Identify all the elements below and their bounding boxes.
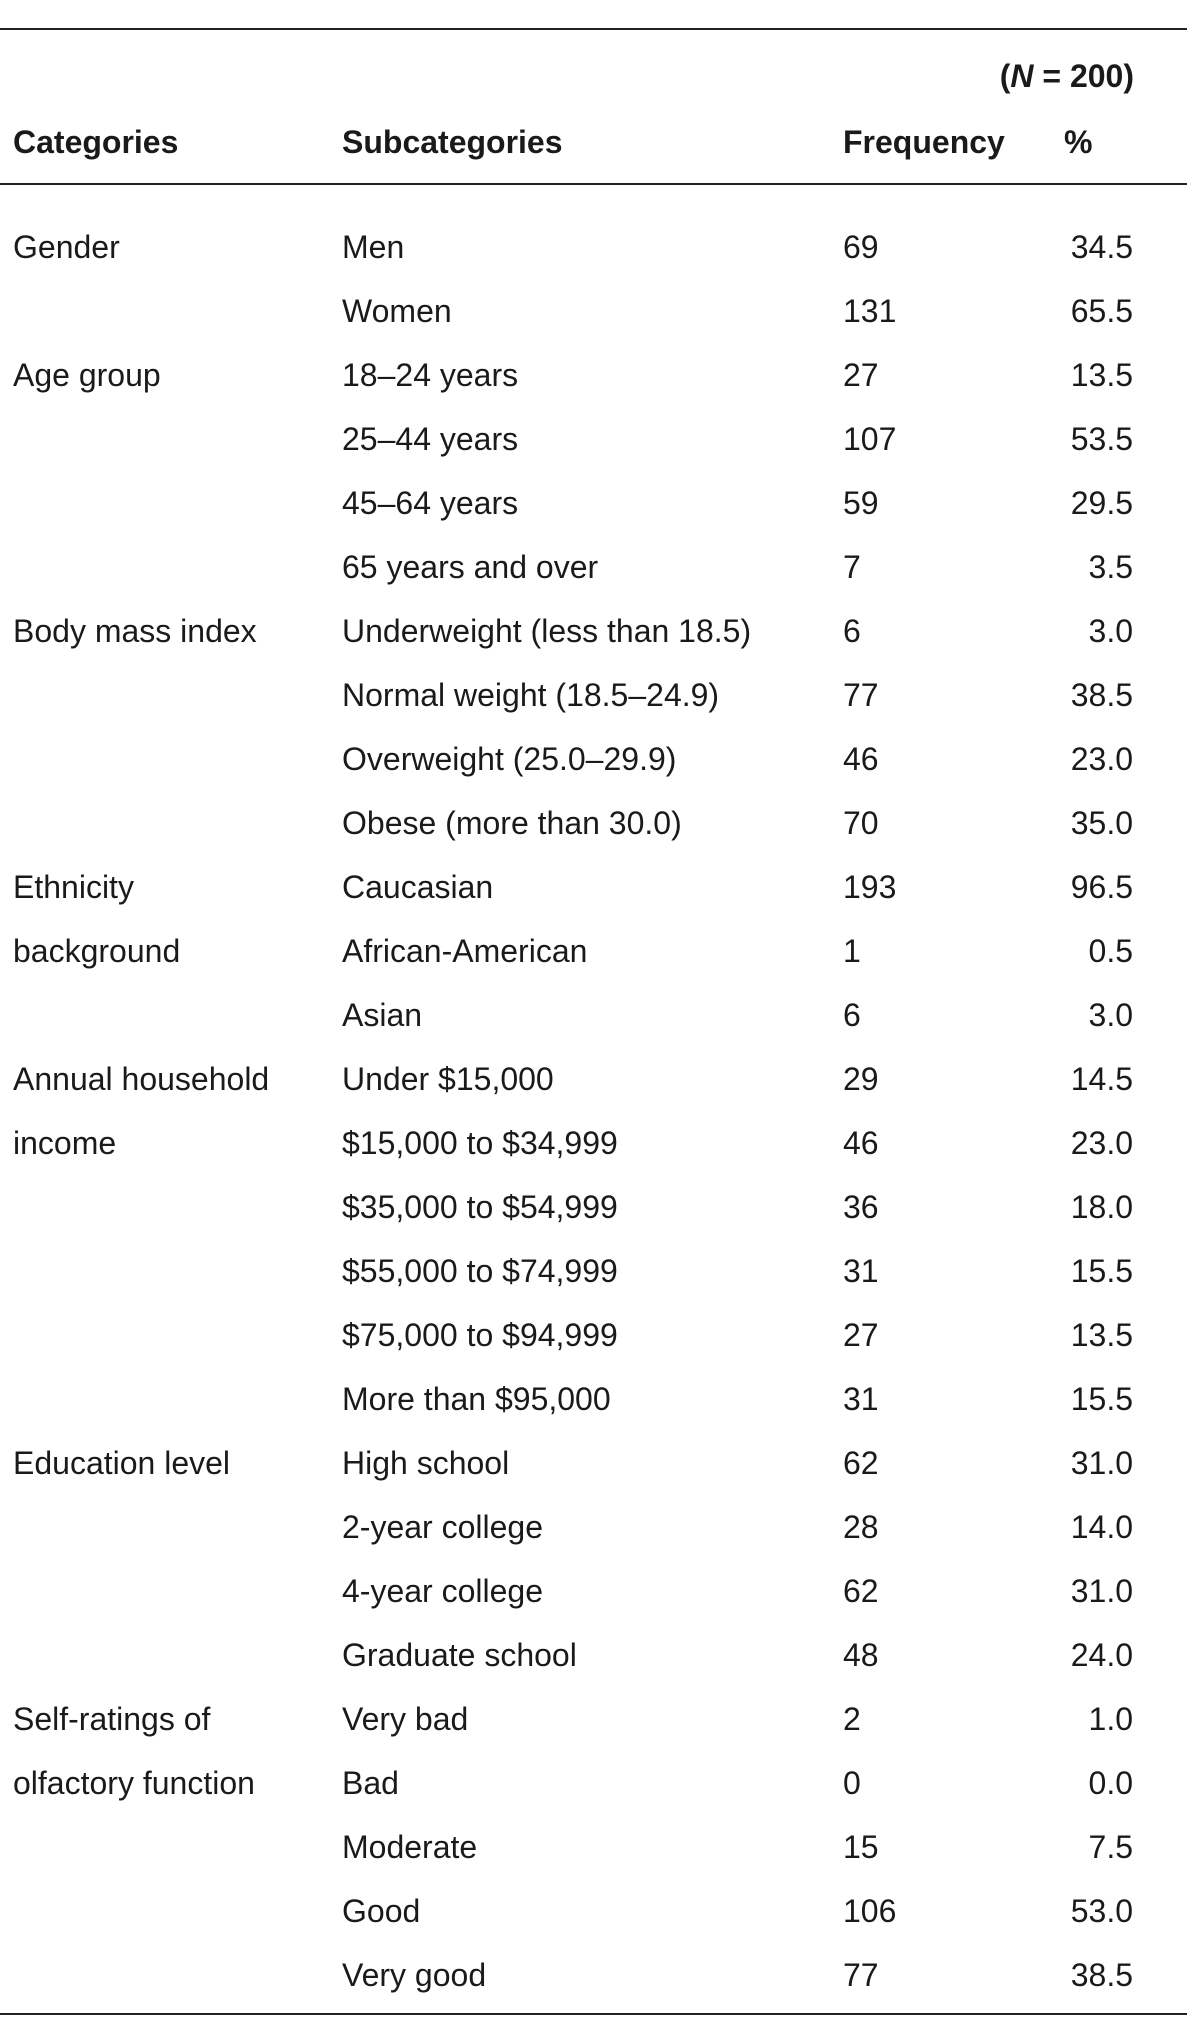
percent-cell: 0.0 [1088,1765,1133,1801]
table-row [0,1047,1187,1111]
bottom-rule [0,2013,1187,2015]
percent-cell: 13.5 [1070,357,1133,393]
frequency-cell: 0 [843,1765,861,1801]
table-row [0,599,1187,663]
frequency-cell: 31 [843,1253,879,1289]
subcategory-cell: More than $95,000 [342,1381,611,1417]
subcategory-cell: 2-year college [342,1509,543,1545]
category-cell: background [13,933,181,969]
sample-size-label: (N = 200) [999,58,1134,94]
table-row [0,1623,1187,1687]
percent-cell: 0.5 [1088,933,1133,969]
percent-cell: 15.5 [1070,1253,1133,1289]
frequency-cell: 106 [843,1893,897,1929]
frequency-cell: 6 [843,997,861,1033]
frequency-cell: 29 [843,1061,879,1097]
frequency-cell: 28 [843,1509,879,1545]
percent-cell: 29.5 [1070,485,1133,521]
table-row [0,727,1187,791]
frequency-cell: 131 [843,293,897,329]
frequency-cell: 31 [843,1381,879,1417]
percent-cell: 35.0 [1070,805,1133,841]
subcategory-cell: 65 years and over [342,549,599,585]
subcategory-cell: Very bad [342,1701,469,1737]
percent-cell: 31.0 [1070,1445,1133,1481]
header-subcategories: Subcategories [342,124,563,160]
table-row [0,1495,1187,1559]
table-header-row [0,116,1187,168]
table-row [0,1431,1187,1495]
frequency-cell: 7 [843,549,861,585]
subcategory-cell: Bad [342,1765,399,1801]
table-row [0,1815,1187,1879]
table-row [0,1303,1187,1367]
subcategory-cell: 4-year college [342,1573,543,1609]
table-body [0,215,1187,2007]
frequency-cell: 36 [843,1189,879,1225]
category-cell: Annual household [13,1061,270,1097]
subcategory-cell: Men [342,229,405,265]
table-row [0,1111,1187,1175]
table-row [0,855,1187,919]
subcategory-cell: Under $15,000 [342,1061,554,1097]
frequency-cell: 48 [843,1637,879,1673]
table-row [0,1879,1187,1943]
header-percent: % [1064,124,1093,160]
subcategory-cell: 25–44 years [342,421,519,457]
subcategory-cell: $35,000 to $54,999 [342,1189,618,1225]
frequency-cell: 27 [843,357,879,393]
percent-cell: 96.5 [1070,869,1133,905]
table-row [0,1751,1187,1815]
frequency-cell: 69 [843,229,879,265]
frequency-cell: 62 [843,1445,879,1481]
percent-cell: 3.5 [1088,549,1133,585]
table-row [0,279,1187,343]
table-row [0,1559,1187,1623]
table-row [0,1175,1187,1239]
percent-cell: 18.0 [1070,1189,1133,1225]
table-row [0,471,1187,535]
table-row [0,535,1187,599]
percent-cell: 14.0 [1070,1509,1133,1545]
header-rule [0,183,1187,185]
subcategory-cell: Very good [342,1957,487,1993]
percent-cell: 53.5 [1070,421,1133,457]
percent-cell: 65.5 [1070,293,1133,329]
top-rule [0,28,1187,30]
subcategory-cell: Good [342,1893,421,1929]
category-cell: Body mass index [13,613,257,649]
subcategory-cell: $15,000 to $34,999 [342,1125,618,1161]
percent-cell: 23.0 [1070,1125,1133,1161]
frequency-cell: 46 [843,741,879,777]
header-categories: Categories [13,124,179,160]
subcategory-cell: African-American [342,933,588,969]
frequency-cell: 6 [843,613,861,649]
table-row [0,407,1187,471]
frequency-cell: 2 [843,1701,861,1737]
header-frequency: Frequency [843,124,1005,160]
percent-cell: 13.5 [1070,1317,1133,1353]
subcategory-cell: Overweight (25.0–29.9) [342,741,677,777]
frequency-cell: 59 [843,485,879,521]
subcategory-cell: High school [342,1445,510,1481]
percent-cell: 23.0 [1070,741,1133,777]
subcategory-cell: $55,000 to $74,999 [342,1253,618,1289]
percent-cell: 14.5 [1070,1061,1133,1097]
subcategory-cell: Normal weight (18.5–24.9) [342,677,720,713]
percent-cell: 3.0 [1088,613,1133,649]
percent-cell: 31.0 [1070,1573,1133,1609]
subcategory-cell: Obese (more than 30.0) [342,805,682,841]
percent-cell: 34.5 [1070,229,1133,265]
frequency-cell: 46 [843,1125,879,1161]
table-row [0,1943,1187,2007]
subcategory-cell: 45–64 years [342,485,519,521]
subcategory-cell: Moderate [342,1829,478,1865]
subcategory-cell: $75,000 to $94,999 [342,1317,618,1353]
frequency-cell: 15 [843,1829,879,1865]
category-cell: Ethnicity [13,869,134,905]
frequency-cell: 77 [843,1957,879,1993]
percent-cell: 15.5 [1070,1381,1133,1417]
category-cell: Education level [13,1445,231,1481]
subcategory-cell: Women [342,293,452,329]
percent-cell: 38.5 [1070,677,1133,713]
category-cell: Self-ratings of [13,1701,211,1737]
table-row [0,1687,1187,1751]
percent-cell: 1.0 [1088,1701,1133,1737]
table-row [0,343,1187,407]
subcategory-cell: Asian [342,997,423,1033]
table-row [0,663,1187,727]
frequency-cell: 70 [843,805,879,841]
percent-cell: 7.5 [1088,1829,1133,1865]
table-row [0,1239,1187,1303]
category-cell: income [13,1125,117,1161]
table-row [0,1367,1187,1431]
frequency-cell: 1 [843,933,861,969]
percent-cell: 53.0 [1070,1893,1133,1929]
category-cell: Age group [13,357,161,393]
subcategory-cell: Caucasian [342,869,494,905]
subcategory-cell: 18–24 years [342,357,519,393]
table-row [0,919,1187,983]
table-row [0,791,1187,855]
frequency-cell: 27 [843,1317,879,1353]
frequency-cell: 193 [843,869,897,905]
category-cell: Gender [13,229,120,265]
percent-cell: 3.0 [1088,997,1133,1033]
frequency-cell: 77 [843,677,879,713]
table-row [0,215,1187,279]
subcategory-cell: Underweight (less than 18.5) [342,613,752,649]
table-row [0,983,1187,1047]
percent-cell: 38.5 [1070,1957,1133,1993]
category-cell: olfactory function [13,1765,255,1801]
frequency-cell: 62 [843,1573,879,1609]
subcategory-cell: Graduate school [342,1637,577,1673]
percent-cell: 24.0 [1070,1637,1133,1673]
frequency-cell: 107 [843,421,897,457]
